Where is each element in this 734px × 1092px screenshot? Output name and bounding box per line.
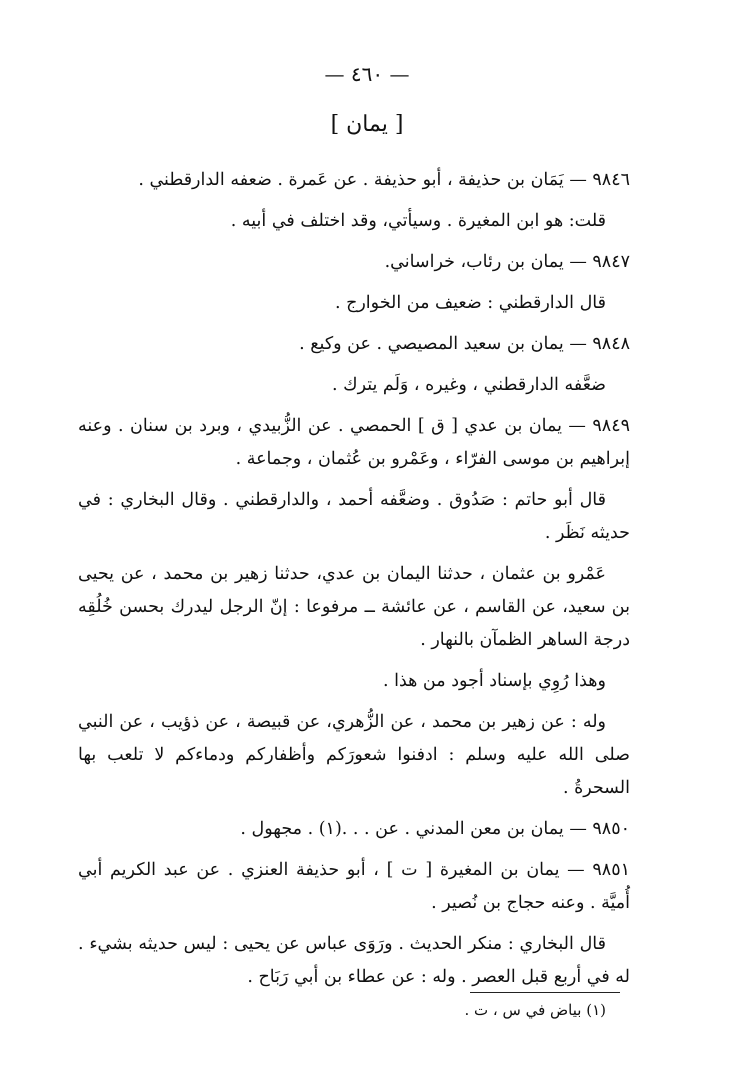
paragraph: وله : عن زهير بن محمد ، عن الزُّهري، عن قبيصة ، عن ذؤيب ، عن النبي صلى الله عليه وسلم : ادفنوا شعورَكم وأظفاركم ودماءكم لا تلعب بها السحرةُ . bbox=[78, 712, 630, 798]
entry-9849: ٩٨٤٩ — يمان بن عدي [ ق ] الحمصي . عن الزُّبيدي ، وبرد بن سنان . وعنه إبراهيم بن موسى الفرّاء ، وعَمْرو بن عُثمان ، وجماعة . bbox=[78, 416, 630, 469]
footnote: (١) بياض في س ، ت . bbox=[464, 1001, 606, 1019]
paragraph: قلت: هو ابن المغيرة . وسيأتي، وقد اختلف في أبيه . bbox=[230, 211, 606, 231]
paragraph: قال البخاري : منكر الحديث . ورَوَى عباس عن يحيى : ليس حديثه بشيء . له في أربع قبل العصر . وله : عن عطاء بن أبي رَبَاح . bbox=[78, 934, 630, 987]
paragraph: عَمْرو بن عثمان ، حدثنا اليمان بن عدي، حدثنا زهير بن محمد ، عن يحيى بن سعيد، عن القاسم ، عن عائشة ــ مرفوعا : إنّ الرجل ليدرك بحسن خُلُقِه درجة الساهر الظمآن بالنهار . bbox=[78, 564, 630, 650]
section-heading: [ يمان ] bbox=[330, 112, 404, 137]
entry-9848: ٩٨٤٨ — يمان بن سعيد المصيصي . عن وكيع . bbox=[299, 334, 630, 354]
entry-9851: ٩٨٥١ — يمان بن المغيرة [ ت ] ، أبو حذيفة العنزي . عن عبد الكريم أبي أُميَّة . وعنه حجاج بن نُصير . bbox=[78, 860, 630, 913]
entry-9847: ٩٨٤٧ — يمان بن رئاب، خراساني. bbox=[384, 252, 630, 272]
page-number: — ٤٦٠ — bbox=[324, 62, 410, 86]
footnote-divider bbox=[470, 992, 620, 993]
paragraph: قال الدارقطني : ضعيف من الخوارج . bbox=[334, 293, 606, 313]
entry-9846: ٩٨٤٦ — يَمَان بن حذيفة ، أبو حذيفة . عن عَمرة . ضعفه الدارقطني . bbox=[138, 170, 630, 190]
paragraph: قال أبو حاتم : صَدُوق . وضعَّفه أحمد ، والدارقطني . وقال البخاري : في حديثه نَظَر . bbox=[78, 490, 630, 543]
entry-9850: ٩٨٥٠ — يمان بن معن المدني . عن . . .(١) . مجهول . bbox=[240, 819, 630, 839]
main-text bbox=[78, 164, 630, 994]
paragraph: ضعَّفه الدارقطني ، وغيره ، وَلَم يترك . bbox=[332, 375, 606, 395]
paragraph: وهذا رُوِي بإسناد أجود من هذا . bbox=[382, 671, 606, 691]
